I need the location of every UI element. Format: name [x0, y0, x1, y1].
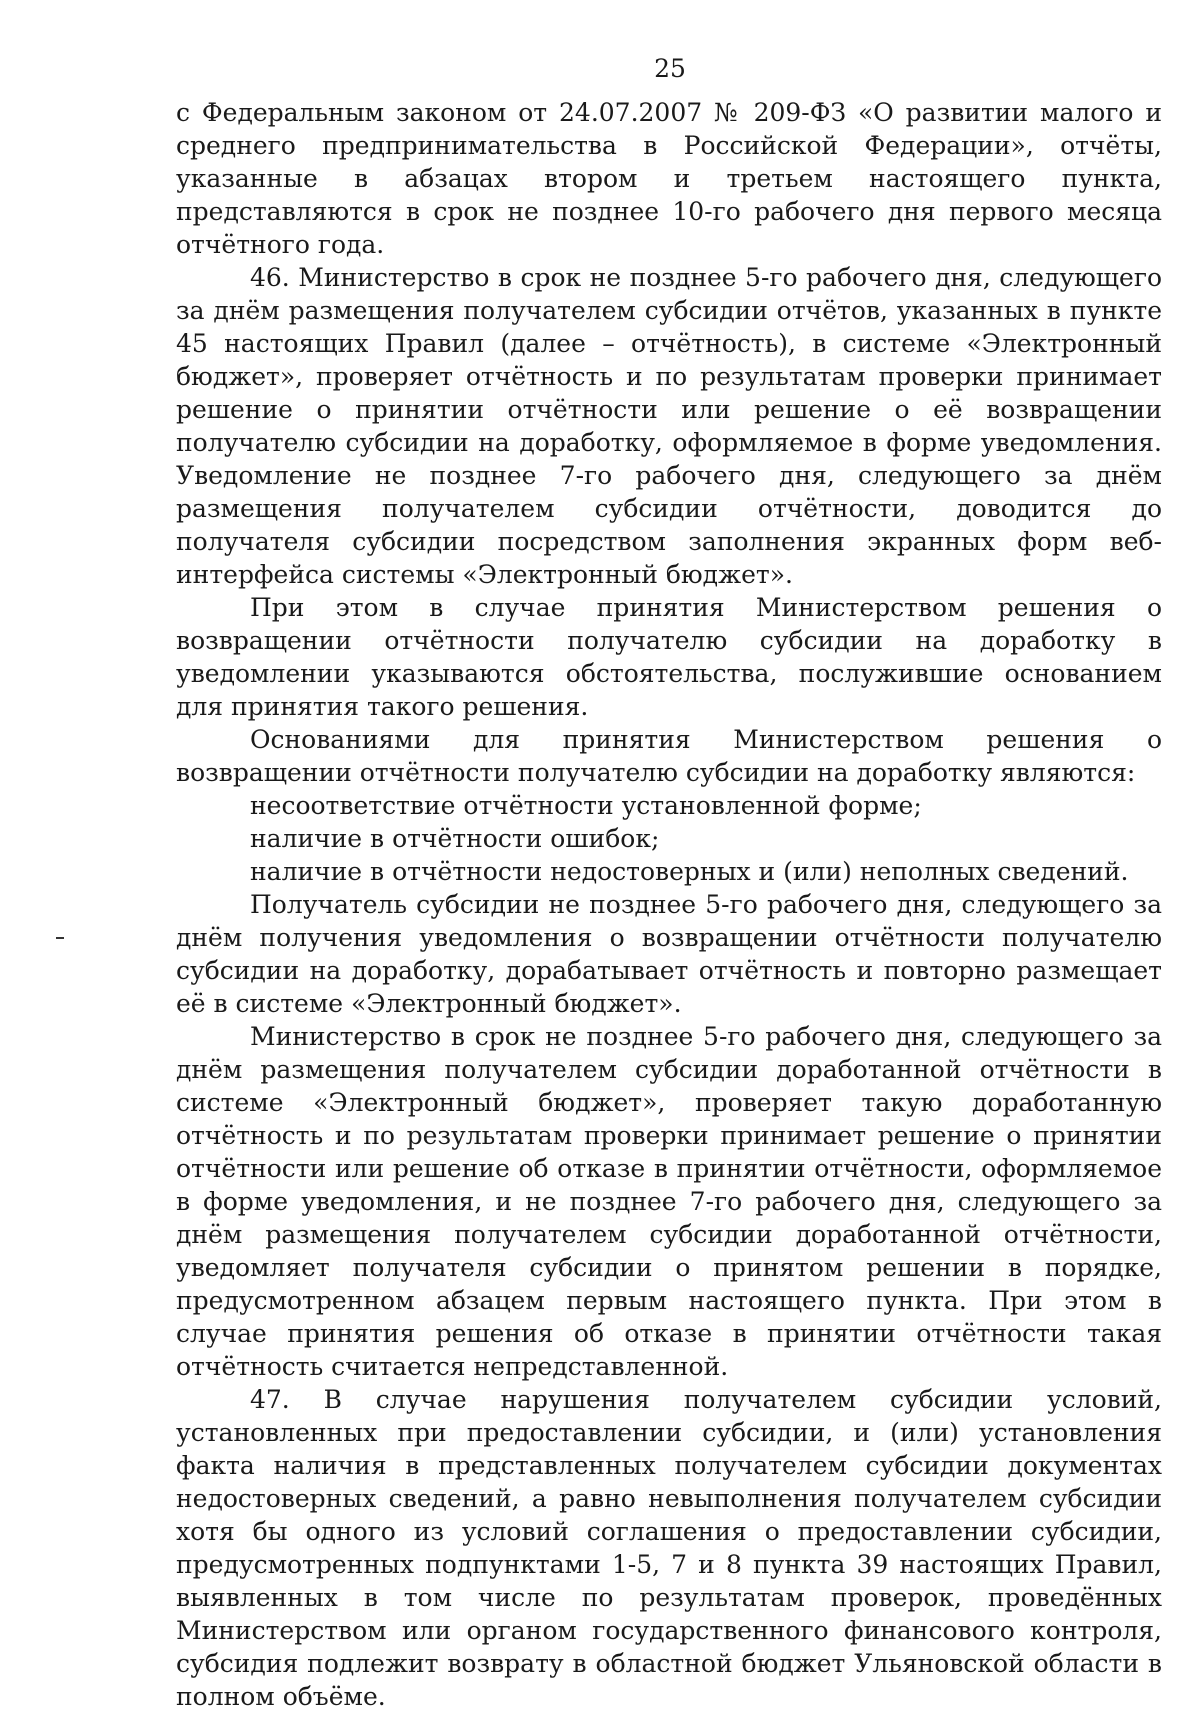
document-body [176, 96, 1162, 1713]
paragraph-47: 47. В случае нарушения получателем субсидии условий, установленных при предоставлении субсидии, и (или) установления факта наличия в представленных получателем субсидии документах недостоверных сведений, а равно невыполнения получателем субсидии хотя бы одного из условий соглашения о предоставлении субсидии, предусмотренных подпунктами 1-5, 7 и 8 пункта 39 настоящих Правил, выявленных в том числе по результатам проверок, проведённых Министерством или органом государственного финансового контроля, субсидия подлежит возврату в областной бюджет Ульяновской области в полном объёме. [176, 1385, 1162, 1711]
list-item-errors: наличие в отчётности ошибок; [250, 824, 660, 853]
paragraph-46: 46. Министерство в срок не позднее 5-го рабочего дня, следующего за днём размещения получателем субсидии отчётов, указанных в пункте 45 настоящих Правил (далее – отчётность), в системе «Электронный бюджет», проверяет отчётность и по результатам проверки принимает решение о принятии отчётности или решение о её возвращении получателю субсидии на доработку, оформляемое в форме уведомления. Уведомление не позднее 7-го рабочего дня, следующего за днём размещения получателем субсидии отчётности, доводится до получателя субсидии посредством заполнения экранных форм веб-интерфейса системы «Электронный бюджет». [176, 263, 1162, 589]
paragraph-resubmission: Получатель субсидии не позднее 5-го рабочего дня, следующего за днём получения уведомления о возвращении отчётности получателю субсидии на доработку, дорабатывает отчётность и повторно размещает её в системе «Электронный бюджет». [176, 890, 1162, 1018]
page-number: 25 [654, 54, 686, 83]
list-item-form-mismatch: несоответствие отчётности установленной форме; [250, 791, 922, 820]
margin-mark [56, 937, 64, 939]
paragraph-continuation: с Федеральным законом от 24.07.2007 № 209-ФЗ «О развитии малого и среднего предпринимательства в Российской Федерации», отчёты, указанные в абзацах втором и третьем настоящего пункта, представляются в срок не позднее 10-го рабочего дня первого месяца отчётного года. [176, 98, 1162, 259]
paragraph-grounds: Основаниями для принятия Министерством решения о возвращении отчётности получателю субсидии на доработку являются: [176, 725, 1162, 787]
paragraph-recheck: Министерство в срок не позднее 5-го рабочего дня, следующего за днём размещения получателем субсидии доработанной отчётности в системе «Электронный бюджет», проверяет такую доработанную отчётность и по результатам проверки принимает решение о принятии отчётности или решение об отказе в принятии отчётности, оформляемое в форме уведомления, и не позднее 7-го рабочего дня, следующего за днём размещения получателем субсидии доработанной отчётности, уведомляет получателя субсидии о принятом решении в порядке, предусмотренном абзацем первым настоящего пункта. При этом в случае принятия решения об отказе в принятии отчётности такая отчётность считается непредставленной. [176, 1022, 1162, 1381]
paragraph-return-notice: При этом в случае принятия Министерством решения о возвращении отчётности получателю субсидии на доработку в уведомлении указываются обстоятельства, послужившие основанием для принятия такого решения. [176, 593, 1162, 721]
list-item-unreliable-data: наличие в отчётности недостоверных и (или) неполных сведений. [250, 857, 1129, 886]
